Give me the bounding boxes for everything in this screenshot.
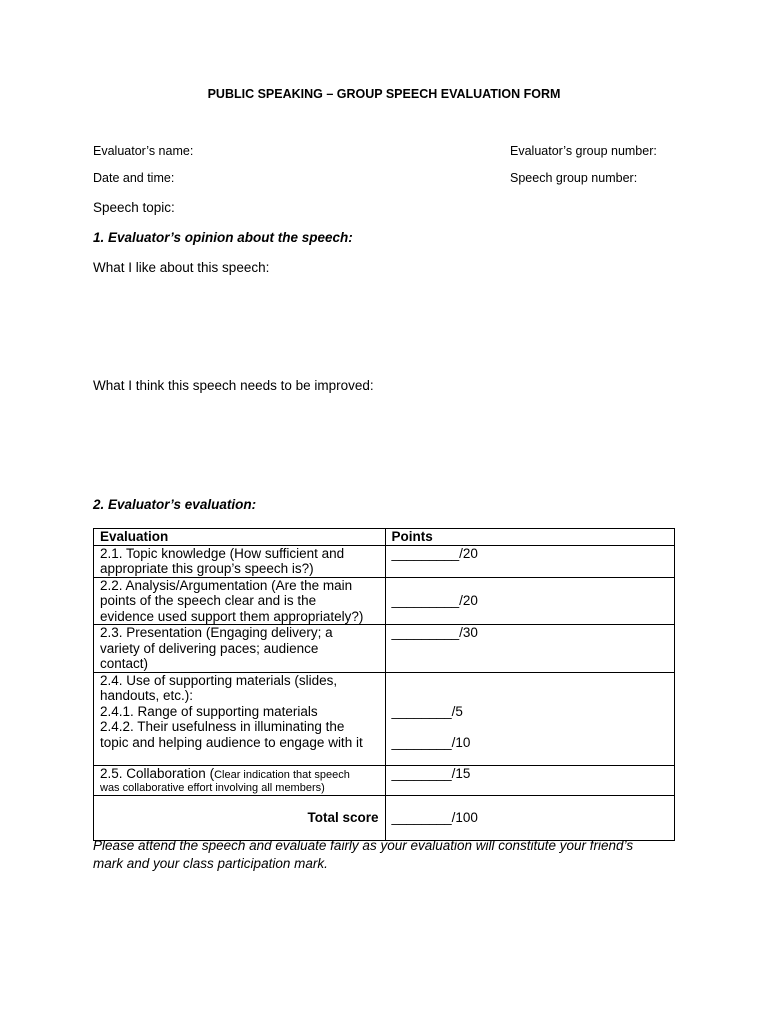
row1-criterion <box>94 545 386 577</box>
header-points: Points <box>385 529 674 546</box>
instruction-note <box>93 837 683 873</box>
row4-criterion <box>94 672 386 765</box>
table-header-row <box>94 529 675 546</box>
row1-line1: 2.1. Topic knowledge (How sufficient and <box>100 545 345 561</box>
row3-line3: contact) <box>100 656 149 671</box>
like-label: What I like about this speech: <box>93 260 270 275</box>
header-evaluation: Evaluation <box>94 529 386 546</box>
section1-heading: 1. Evaluator’s opinion about the speech: <box>93 230 353 245</box>
speech-group-label: Speech group number: <box>510 171 638 185</box>
total-label: Total score <box>94 795 386 840</box>
table-row <box>94 625 675 673</box>
row2-criterion <box>94 577 386 625</box>
table-row <box>94 577 675 625</box>
row3-criterion <box>94 625 386 673</box>
row4-line4: 2.4.2. Their usefulness in illuminating the <box>100 719 345 734</box>
form-title: PUBLIC SPEAKING – GROUP SPEECH EVALUATION FORM <box>207 87 561 101</box>
note-line2: mark and your class participation mark. <box>93 856 328 871</box>
table-row <box>94 672 675 765</box>
speech-topic-label: Speech topic: <box>93 200 175 215</box>
row4-line3: 2.4.1. Range of supporting materials <box>100 703 318 719</box>
row4-line2: handouts, etc.): <box>100 688 194 703</box>
row4-line1: 2.4. Use of supporting materials (slides, <box>100 672 338 688</box>
row3-line1: 2.3. Presentation (Engaging delivery; a <box>100 625 333 640</box>
evaluation-table <box>93 528 675 841</box>
row5-small1: Clear indication that speech <box>214 768 350 781</box>
row5-small2: was collaborative effort involving all members) <box>100 781 325 794</box>
row2-line3: evidence used support them appropriately?) <box>100 608 364 624</box>
row5-main: 2.5. Collaboration ( <box>100 765 215 781</box>
row3-line2: variety of delivering paces; audience <box>100 640 319 656</box>
table-row <box>94 765 675 795</box>
date-time-label: Date and time: <box>93 171 175 185</box>
section2-heading: 2. Evaluator’s evaluation: <box>93 497 257 512</box>
row4-points-b: ________/10 <box>391 734 471 750</box>
row2-points: _________/20 <box>385 577 674 625</box>
evaluator-name-label: Evaluator’s name: <box>93 144 194 158</box>
improve-label: What I think this speech needs to be improved: <box>93 378 374 393</box>
row4-points-a: ________/5 <box>391 703 463 719</box>
row1-line2: appropriate this group’s speech is?) <box>100 561 314 576</box>
row1-points: _________/20 <box>385 545 674 577</box>
table-row <box>94 545 675 577</box>
total-points: ________/100 <box>385 795 674 840</box>
row4-line5: topic and helping audience to engage with it <box>100 734 363 750</box>
note-line1: Please attend the speech and evaluate fairly as your evaluation will constitute your friend’s <box>93 838 634 853</box>
row2-line2: points of the speech clear and is the <box>100 593 317 608</box>
evaluator-group-label: Evaluator’s group number: <box>510 144 657 158</box>
row2-line1: 2.2. Analysis/Argumentation (Are the main <box>100 577 353 593</box>
row4-points <box>385 672 674 765</box>
row5-points: ________/15 <box>385 765 674 795</box>
row3-points: _________/30 <box>385 625 674 673</box>
row5-criterion <box>94 765 386 795</box>
table-total-row <box>94 795 675 840</box>
